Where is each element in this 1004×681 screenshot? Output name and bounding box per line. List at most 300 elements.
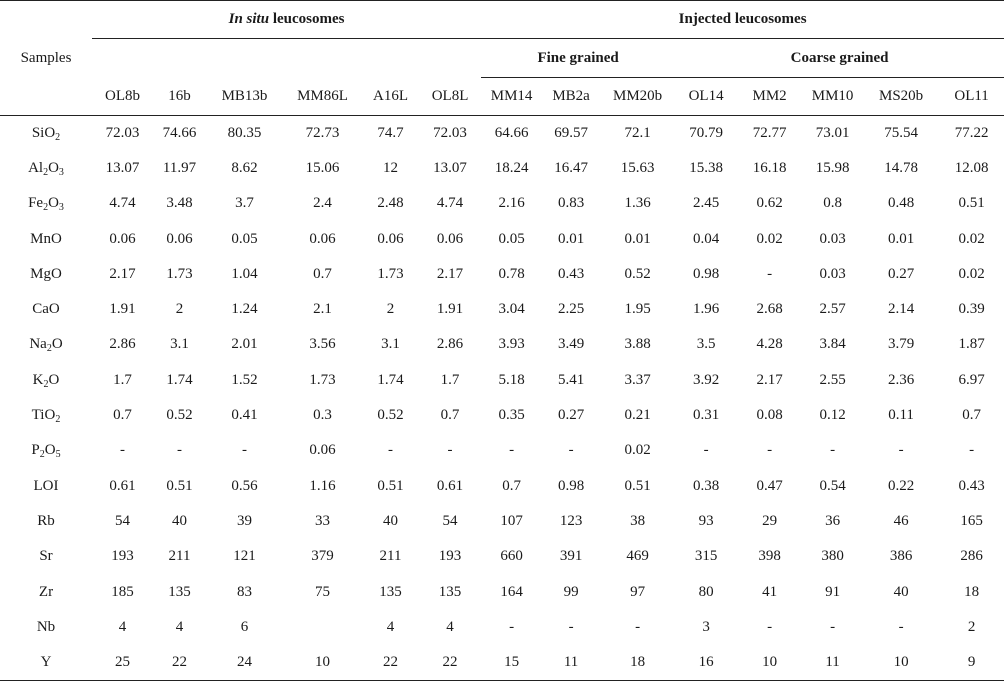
- table-cell: 660: [500, 548, 523, 565]
- row-label-sub: 2: [43, 202, 49, 214]
- table-cell: 0.01: [887, 230, 915, 247]
- column-header-mm2: MM2: [752, 88, 787, 104]
- table-cell: 379: [311, 548, 334, 565]
- table-cell: 91: [825, 583, 841, 600]
- column-header-mb13b: MB13b: [221, 87, 268, 104]
- table-cell: 3.5: [696, 336, 716, 353]
- table-cell: 80: [698, 583, 714, 600]
- table-cell: 29: [762, 512, 778, 529]
- table-cell: 11: [825, 653, 840, 670]
- table-cell: 3.1: [170, 336, 189, 353]
- table-cell: 386: [889, 548, 913, 565]
- table-cell: 69.57: [554, 124, 588, 141]
- table-cell: 165: [960, 512, 983, 529]
- row-label-base: MgO: [30, 265, 62, 282]
- table-cell: 0.41: [231, 407, 258, 424]
- row-label-base: Y: [40, 653, 52, 670]
- table-cell: 6.97: [958, 371, 985, 388]
- table-cell: 107: [500, 512, 523, 529]
- table-cell: -: [388, 442, 393, 459]
- table-cell: 2.25: [557, 301, 585, 318]
- table-row: [0, 398, 1004, 433]
- table-cell: 123: [559, 512, 583, 529]
- row-label: [0, 504, 92, 539]
- column-header-ol8l: OL8L: [431, 87, 469, 104]
- table-cell: 2.17: [756, 371, 783, 388]
- table-cell: 3.7: [235, 195, 254, 212]
- table-cell: 70.79: [689, 124, 723, 141]
- table-cell: 1.36: [624, 195, 651, 212]
- table-cell: 0.98: [692, 265, 720, 282]
- table-cell: 72.1: [624, 124, 651, 141]
- table-row: [0, 327, 1004, 362]
- table-cell: 2.36: [887, 371, 915, 388]
- column-header-mm10: MM10: [811, 88, 854, 104]
- table-cell: 1.74: [377, 371, 404, 388]
- column-header-mb2a: MB2a: [552, 88, 590, 104]
- table-cell: 3: [702, 618, 710, 635]
- table-cell: 0.61: [436, 477, 464, 494]
- table-cell: 0.7: [502, 477, 521, 494]
- table-cell: 75.54: [884, 124, 918, 141]
- row-label: [0, 221, 92, 256]
- table-row: [0, 116, 1004, 151]
- table-cell: 2.16: [498, 195, 525, 212]
- column-header-ol14: OL14: [688, 88, 724, 104]
- table-cell: 2.17: [436, 265, 464, 282]
- table-cell: 0.27: [887, 265, 915, 282]
- row-label-tail: O: [44, 442, 56, 459]
- table-cell: 0.51: [958, 195, 985, 212]
- table-cell: 0.02: [756, 230, 783, 247]
- table-cell: 0.03: [819, 230, 846, 247]
- samples-header: Samples: [0, 1, 92, 116]
- table-cell: 3.79: [887, 336, 915, 353]
- table-cell: 73.01: [815, 124, 850, 141]
- table-cell: 0.02: [958, 230, 985, 247]
- table-cell: 77.22: [954, 124, 989, 141]
- table-cell: 3.88: [624, 336, 651, 353]
- table-row: [0, 574, 1004, 609]
- row-label-tail: O: [51, 336, 63, 353]
- table-cell: 135: [168, 583, 191, 600]
- table-cell: 54: [442, 512, 458, 529]
- table-cell: 1.74: [166, 371, 193, 388]
- table-cell: -: [120, 442, 125, 459]
- row-label-base: P: [31, 442, 40, 459]
- row-label: [0, 327, 92, 362]
- table-cell: 24: [237, 653, 252, 670]
- table-cell: 2.86: [436, 336, 464, 353]
- table-cell: 286: [960, 548, 983, 565]
- table-cell: 80.35: [227, 124, 262, 141]
- table-cell: 0.83: [557, 195, 585, 212]
- table-cell: -: [767, 618, 773, 635]
- table-cell: -: [969, 442, 975, 459]
- table-cell: 33: [315, 512, 330, 529]
- table-cell: 3.48: [166, 195, 193, 212]
- table-cell: 1.7: [113, 371, 132, 388]
- table-cell: 193: [111, 548, 134, 565]
- table-cell: 0.43: [958, 477, 985, 494]
- row-label-sub: 2: [39, 449, 45, 461]
- row-label-base: MnO: [30, 230, 62, 247]
- table-cell: 211: [379, 548, 402, 565]
- fine-grained-header: Fine grained: [481, 39, 675, 78]
- table-cell: 0.51: [166, 477, 193, 494]
- table-cell: 1.91: [436, 301, 464, 318]
- table-cell: 13.07: [105, 159, 140, 176]
- table-cell: 0.56: [231, 477, 258, 494]
- table-cell: 83: [237, 583, 252, 600]
- table-cell: -: [177, 442, 182, 459]
- table-cell: 18: [964, 583, 980, 600]
- table-cell: 0.06: [109, 230, 136, 247]
- table-cell: 0.01: [624, 230, 651, 247]
- row-label-tail: O: [48, 159, 59, 176]
- table-cell: 0.52: [377, 407, 404, 424]
- table-cell: 13.07: [433, 159, 467, 176]
- column-header-16b: 16b: [168, 87, 191, 104]
- table-cell: [283, 610, 362, 645]
- table-cell: 11: [563, 653, 579, 670]
- table-cell: 2.86: [109, 336, 136, 353]
- table-cell: 10: [893, 653, 909, 670]
- row-label: [0, 116, 92, 151]
- table-cell: 4.74: [436, 195, 464, 212]
- table-cell: 22: [172, 653, 187, 670]
- table-cell: 0.52: [166, 407, 193, 424]
- row-label-base: Sr: [39, 548, 53, 565]
- table-cell: 39: [237, 512, 252, 529]
- row-label-sub: 2: [55, 131, 61, 143]
- table-cell: 0.02: [958, 265, 985, 282]
- row-label-sub: 2: [43, 378, 49, 390]
- table-cell: 40: [383, 512, 398, 529]
- column-header-mm86l: MM86L: [297, 87, 348, 104]
- table-cell: 18.24: [494, 159, 529, 176]
- row-label-base: CaO: [32, 301, 60, 318]
- table-cell: 2.4: [313, 195, 332, 212]
- table-cell: 16.47: [554, 159, 588, 176]
- table-row: [0, 468, 1004, 503]
- table-cell: -: [767, 265, 773, 282]
- table-cell: 0.05: [498, 230, 525, 247]
- row-label-base: Zr: [38, 583, 54, 600]
- table-cell: 74.66: [162, 124, 197, 141]
- table-cell: 75: [315, 583, 330, 600]
- table-cell: 38: [630, 512, 646, 529]
- table-cell: 8.62: [231, 159, 258, 176]
- table-cell: 0.22: [887, 477, 915, 494]
- row-label-sub2: 3: [58, 166, 64, 178]
- table-cell: 3.04: [498, 301, 525, 318]
- table-cell: -: [635, 618, 641, 635]
- table-cell: 4: [175, 618, 184, 635]
- in-situ-italic-text: In situ: [228, 11, 270, 27]
- table-row: [0, 221, 1004, 256]
- table-cell: 54: [115, 512, 130, 529]
- row-label-base: K: [32, 371, 44, 388]
- table-cell: 4.28: [756, 336, 783, 353]
- table-cell: 135: [438, 583, 462, 600]
- table-cell: -: [447, 442, 453, 459]
- table-cell: 0.12: [819, 407, 846, 424]
- table-cell: 99: [563, 583, 579, 600]
- table-row: [0, 433, 1004, 468]
- column-header-row: [0, 78, 1004, 116]
- table-cell: 9: [967, 653, 976, 670]
- table-cell: 0.06: [309, 230, 336, 247]
- table-cell: 1.52: [231, 371, 258, 388]
- table-cell: 10: [762, 653, 778, 670]
- row-label-base: TiO: [31, 407, 56, 424]
- table-cell: 0.03: [819, 265, 846, 282]
- row-label-sub: 2: [55, 414, 61, 426]
- row-label-sub: 2: [46, 343, 52, 355]
- table-cell: 15.98: [815, 159, 850, 176]
- table-cell: 25: [115, 653, 130, 670]
- table-cell: 5.41: [557, 371, 585, 388]
- row-label: [0, 363, 92, 398]
- table-cell: 4: [386, 618, 395, 635]
- table-cell: 0.54: [819, 477, 846, 494]
- table-cell: 3.37: [624, 371, 651, 388]
- table-cell: 0.7: [113, 407, 132, 424]
- table-cell: -: [898, 442, 904, 459]
- table-cell: 74.7: [377, 124, 404, 141]
- table-row: [0, 363, 1004, 398]
- row-label: [0, 468, 92, 503]
- table-cell: 0.02: [624, 442, 651, 459]
- table-cell: 22: [442, 653, 458, 670]
- table-cell: 135: [379, 583, 402, 600]
- coarse-grained-header: Coarse grained: [675, 39, 1004, 78]
- table-cell: -: [830, 442, 836, 459]
- table-cell: 40: [893, 583, 909, 600]
- table-cell: 0.47: [756, 477, 783, 494]
- table-cell: 0.78: [498, 265, 525, 282]
- table-cell: 193: [438, 548, 462, 565]
- column-header-a16l: A16L: [373, 87, 408, 104]
- table-cell: 0.31: [692, 407, 720, 424]
- table-cell: 1.96: [692, 301, 720, 318]
- table-cell: 15: [504, 653, 520, 670]
- table-cell: 0.8: [823, 195, 842, 212]
- table-cell: 211: [168, 548, 191, 565]
- table-cell: 3.93: [498, 336, 525, 353]
- row-label-tail: O: [48, 371, 60, 388]
- table-cell: 18: [630, 653, 646, 670]
- table-cell: 0.39: [958, 301, 985, 318]
- table-cell: 2.1: [313, 301, 332, 318]
- table-cell: 12.08: [954, 159, 989, 176]
- table-cell: 2.68: [756, 301, 783, 318]
- row-label: [0, 151, 92, 186]
- table-cell: 4: [446, 618, 454, 635]
- table-cell: 1.24: [231, 301, 258, 318]
- in-situ-spacer: [92, 39, 481, 78]
- table-cell: 0.7: [962, 407, 981, 424]
- table-cell: 315: [694, 548, 718, 565]
- table-cell: 40: [172, 512, 187, 529]
- table-row: [0, 151, 1004, 186]
- row-label: [0, 574, 92, 609]
- table-cell: -: [830, 618, 836, 635]
- row-label-base: Fe: [28, 195, 44, 212]
- table-cell: 16: [698, 653, 714, 670]
- row-label: [0, 610, 92, 645]
- table-cell: -: [509, 442, 515, 459]
- table-cell: 36: [825, 512, 841, 529]
- table-cell: 0.3: [313, 407, 332, 424]
- table-cell: 0.7: [440, 407, 460, 424]
- table-cell: 0.21: [624, 407, 651, 424]
- table-cell: 3.49: [557, 336, 585, 353]
- table-cell: 2.45: [692, 195, 720, 212]
- row-label-base: SiO: [31, 124, 56, 141]
- table-cell: 2.48: [377, 195, 404, 212]
- table-cell: 1.73: [377, 265, 404, 282]
- table-cell: -: [703, 442, 709, 459]
- table-body: [0, 116, 1004, 681]
- table-cell: -: [568, 618, 574, 635]
- table-cell: -: [509, 618, 515, 635]
- row-label: [0, 186, 92, 221]
- table-row: [0, 610, 1004, 645]
- table-row: [0, 539, 1004, 574]
- table-cell: -: [568, 442, 574, 459]
- table-cell: 0.62: [756, 195, 783, 212]
- table-cell: 391: [559, 548, 583, 565]
- table-cell: 1.7: [440, 371, 460, 388]
- table-cell: 41: [762, 583, 778, 600]
- column-header-ol8b: OL8b: [105, 87, 140, 104]
- table-cell: 97: [630, 583, 646, 600]
- table-cell: 2: [967, 618, 976, 635]
- table-cell: 64.66: [494, 124, 529, 141]
- table-cell: 0.35: [498, 407, 525, 424]
- row-label-sub2: 5: [55, 449, 61, 461]
- table-cell: 0.06: [436, 230, 464, 247]
- table-cell: 10: [315, 653, 330, 670]
- table-cell: 0.11: [888, 407, 914, 424]
- row-label-tail: O: [48, 195, 59, 212]
- table-cell: 5.18: [498, 371, 525, 388]
- row-label-base: Al: [28, 159, 44, 176]
- row-label-sub2: 3: [58, 202, 64, 214]
- table-cell: 2.55: [819, 371, 846, 388]
- table-cell: 2.57: [819, 301, 846, 318]
- table-cell: 1.73: [309, 371, 336, 388]
- table-cell: -: [898, 618, 904, 635]
- table-cell: -: [242, 442, 247, 459]
- table-row: [0, 186, 1004, 221]
- table-cell: 3.1: [381, 336, 400, 353]
- table-cell: 469: [626, 548, 649, 565]
- table-cell: 398: [758, 548, 781, 565]
- table-cell: 0.38: [692, 477, 720, 494]
- row-label-sub: 2: [43, 166, 49, 178]
- table-cell: 72.73: [305, 124, 340, 141]
- table-cell: 1.16: [309, 477, 336, 494]
- row-label: [0, 292, 92, 327]
- table-cell: 1.95: [624, 301, 651, 318]
- table-cell: 2: [175, 301, 184, 318]
- table-cell: 15.38: [689, 159, 723, 176]
- table-cell: 0.01: [557, 230, 585, 247]
- row-label-base: Rb: [37, 512, 55, 529]
- table-cell: 6: [240, 618, 249, 635]
- table-cell: 93: [698, 512, 714, 529]
- table-cell: 0.05: [231, 230, 258, 247]
- table-cell: 0.04: [692, 230, 720, 247]
- table-cell: 0.48: [887, 195, 915, 212]
- table-cell: 14.78: [884, 159, 918, 176]
- table-cell: 3.92: [692, 371, 720, 388]
- table-cell: 4.74: [109, 195, 136, 212]
- table-cell: 72.03: [105, 124, 140, 141]
- table-cell: 15.63: [620, 159, 655, 176]
- table-cell: 0.27: [557, 407, 585, 424]
- row-label-base: LOI: [33, 477, 59, 494]
- table-cell: 0.51: [377, 477, 404, 494]
- column-header-mm20b: MM20b: [612, 88, 663, 104]
- table-cell: 11.97: [162, 159, 197, 176]
- table-cell: 121: [233, 548, 256, 565]
- table-cell: 2.01: [231, 336, 258, 353]
- table-cell: 0.98: [557, 477, 585, 494]
- table-cell: 3.84: [819, 336, 846, 353]
- column-header-ol11: OL11: [954, 88, 989, 104]
- table-cell: 0.06: [166, 230, 193, 247]
- table-cell: 164: [500, 583, 523, 600]
- column-header-mm14: MM14: [490, 88, 533, 104]
- table-cell: 380: [821, 548, 844, 565]
- table-cell: 0.08: [756, 407, 783, 424]
- table-cell: 46: [893, 512, 909, 529]
- table-cell: 1.87: [958, 336, 985, 353]
- table-cell: 0.51: [624, 477, 651, 494]
- table-cell: 1.04: [231, 265, 258, 282]
- table-cell: 0.06: [377, 230, 404, 247]
- row-label: [0, 539, 92, 574]
- table-cell: 72.77: [752, 124, 787, 141]
- table-cell: 2: [386, 301, 395, 318]
- table-cell: 15.06: [305, 159, 340, 176]
- row-label-base: Na: [29, 336, 47, 353]
- in-situ-header: [92, 1, 481, 39]
- row-label: [0, 645, 92, 680]
- table-cell: 1.91: [109, 301, 136, 318]
- table-cell: 22: [383, 653, 398, 670]
- row-label: [0, 257, 92, 292]
- table-cell: 0.43: [557, 265, 585, 282]
- table-cell: 0.7: [313, 265, 332, 282]
- row-label-base: Nb: [36, 618, 56, 635]
- table-row: [0, 292, 1004, 327]
- table-cell: 12: [383, 159, 398, 176]
- in-situ-rest-text: leucosomes: [269, 11, 345, 27]
- table-cell: 2.17: [109, 265, 136, 282]
- table-cell: 4: [118, 618, 127, 635]
- table-cell: 1.73: [166, 265, 193, 282]
- column-header-ms20b: MS20b: [878, 88, 924, 104]
- table-row: [0, 645, 1004, 680]
- table-cell: 3.56: [309, 336, 336, 353]
- table-cell: 16.18: [752, 159, 787, 176]
- injected-header: Injected leucosomes: [481, 1, 1004, 39]
